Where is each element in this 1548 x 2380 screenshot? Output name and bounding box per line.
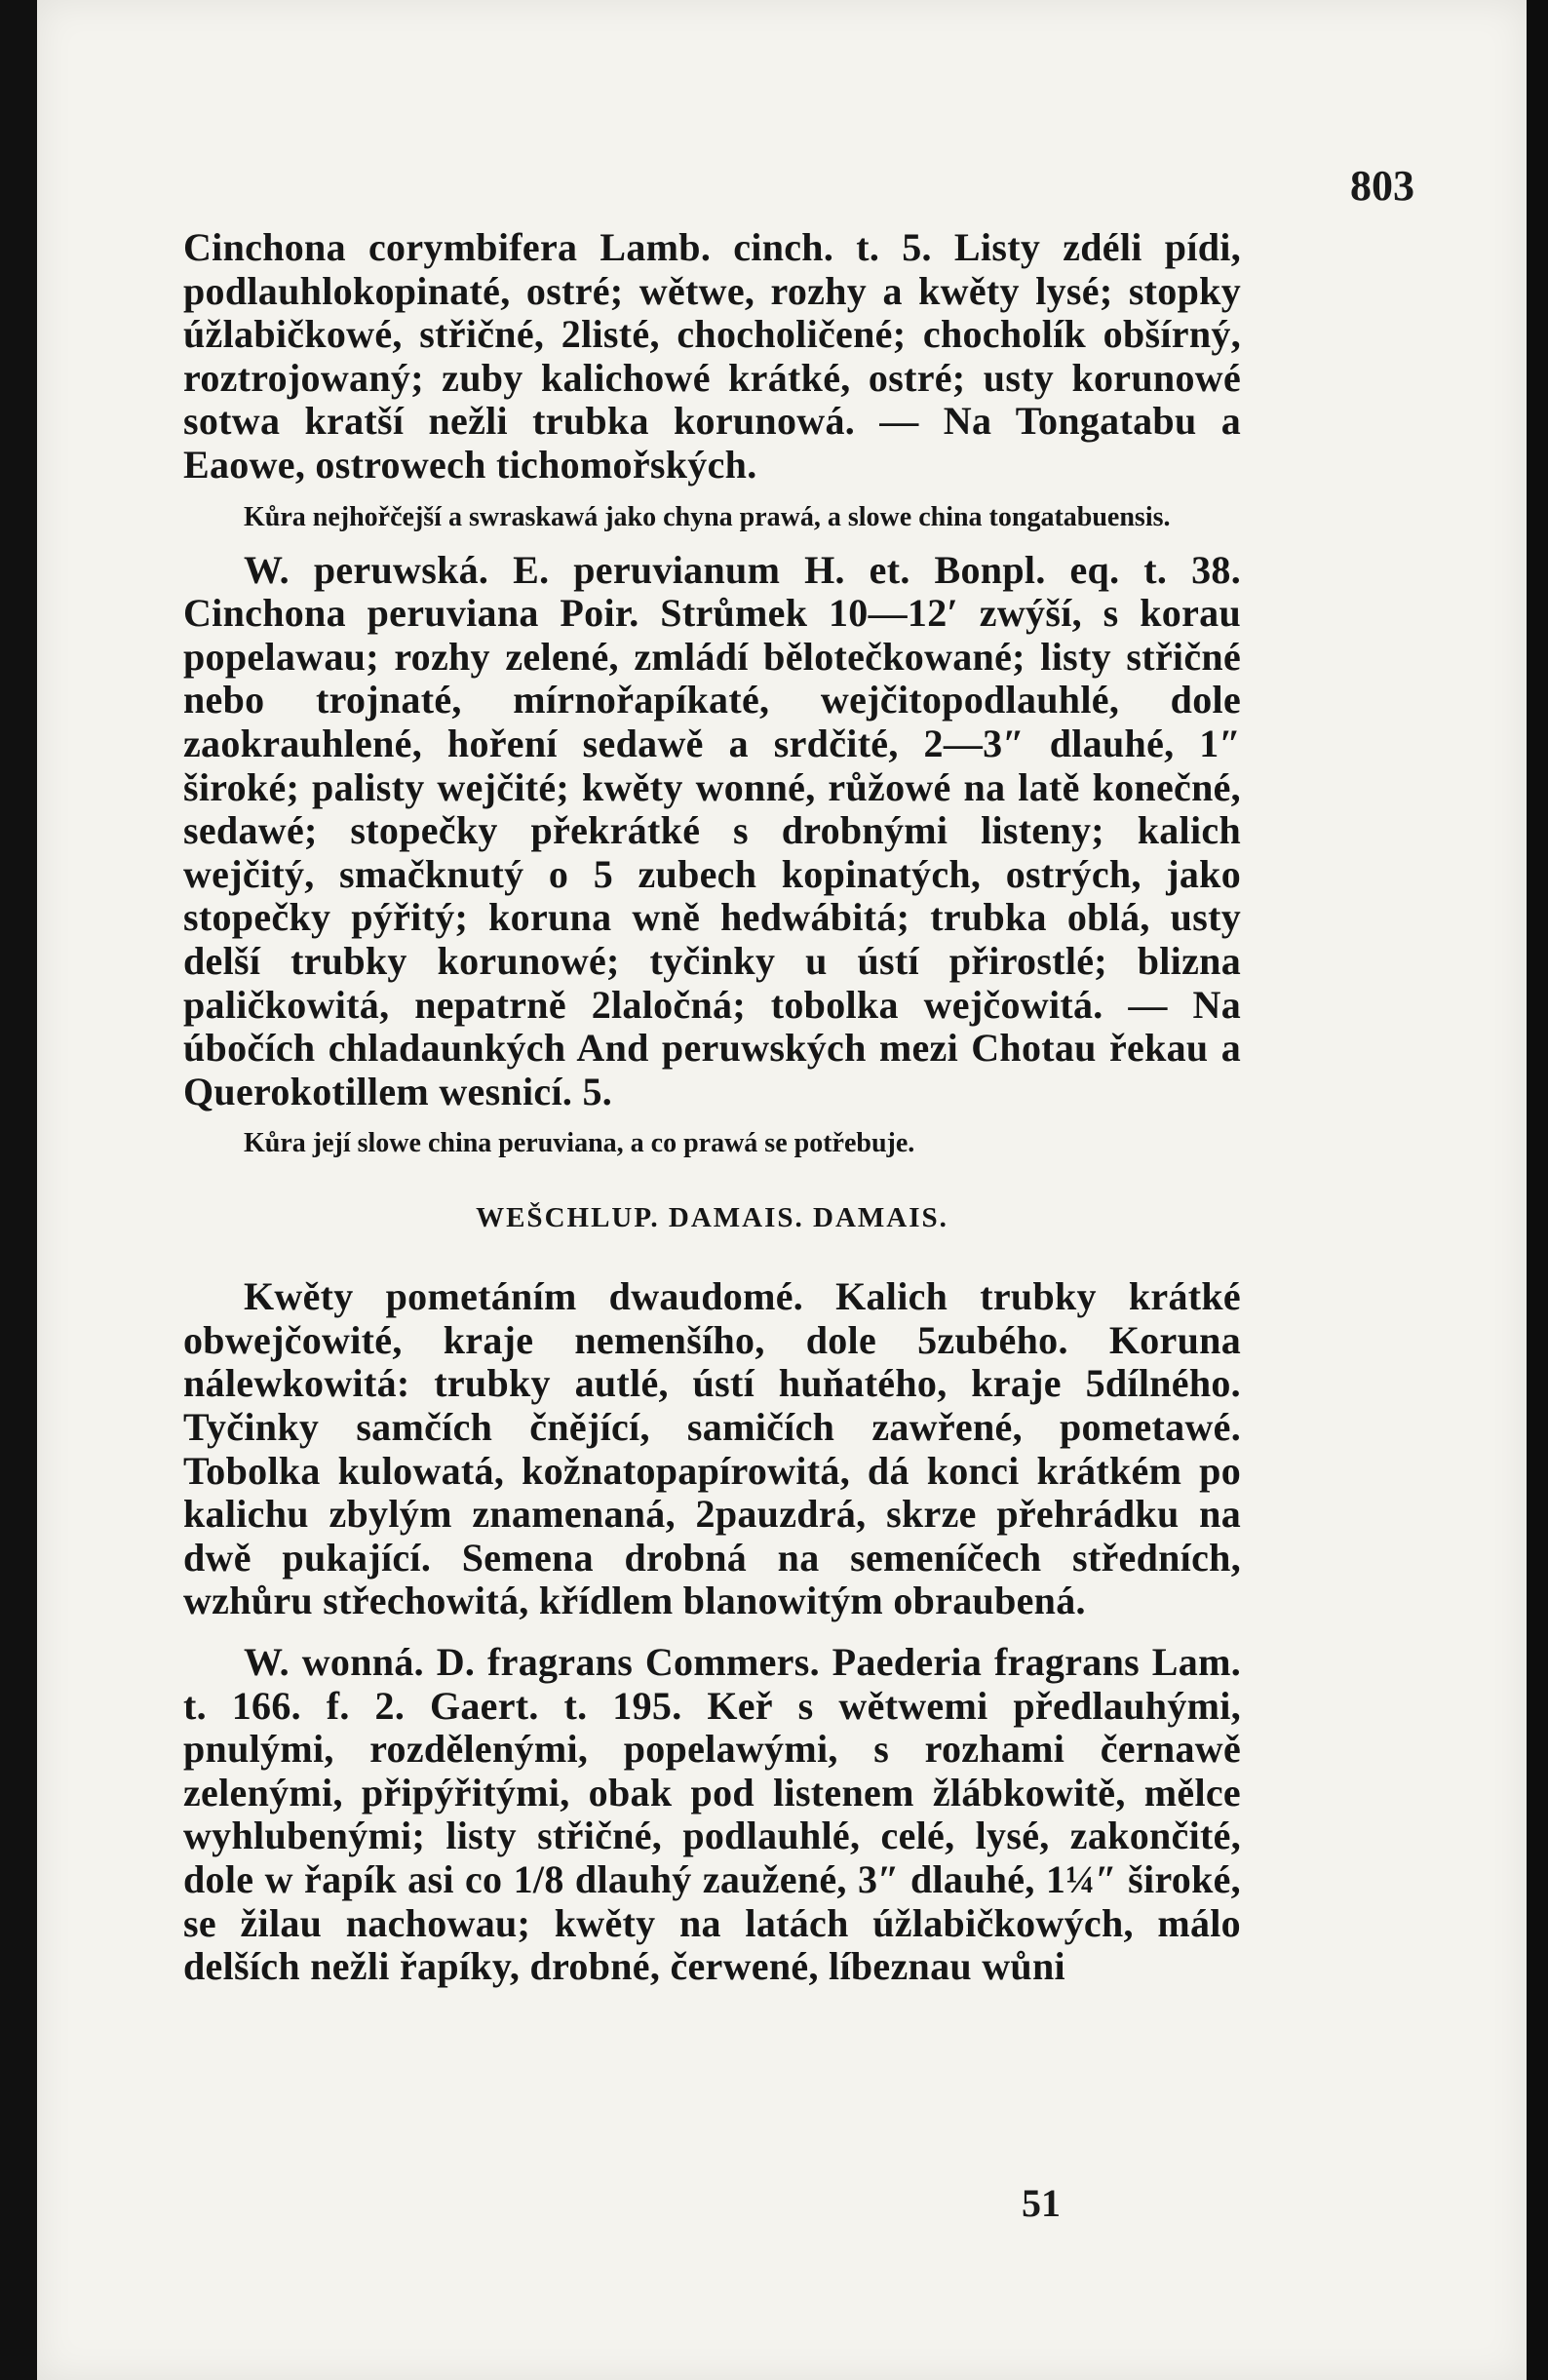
text-block: [183, 226, 1241, 1989]
page-number: 803: [1350, 162, 1414, 210]
signature-mark: 51: [1022, 2181, 1061, 2225]
genus-heading: WEŠCHLUP. DAMAIS. DAMAIS.: [476, 1202, 948, 1234]
note-china-peruviana: Kůra její slowe china peruviana, a co prawá se potřebuje.: [244, 1128, 915, 1159]
paragraph-peruvianum: W. peruwská. E. peruvianum H. et. Bonpl. eq. t. 38. Cinchona peruviana Poir. Strůmek 10—12′ zwýší, s korau popelawau; rozhy zelené, zmládí bělotečkowané; listy střičné nebo trojnaté, mírnořapíkaté, wejčitopodlauhlé, dole zaokrauhlené, hoření sedawě a srdčité, 2—3″ dlauhé, 1″ široké; palisty wejčité; kwěty wonné, růžowé na latě konečné, sedawé; stopečky překrátké s drobnými listeny; kalich wejčitý, smačknutý o 5 zubech kopinatých, ostrých, jako stopečky pýřitý; koruna wně hedwábitá; trubka oblá, usty delší trubky korunowé; tyčinky u ústí přirostlé; blizna paličkowitá, nepatrně 2laločná; tobolka wejčowitá. — Na úbočích chladaunkých And peruwských mezi Chotau řekau a Querokotillem wesnicí. 5.: [183, 547, 1241, 1113]
book-page: [37, 0, 1527, 2380]
scan-left-edge: [0, 0, 37, 2380]
paragraph-genus-description: Kwěty pometáním dwaudomé. Kalich trubky krátké obwejčowité, kraje nemenšího, dole 5zubého. Koruna nálewkowitá: trubky autlé, ústí huňatého, kraje 5dílného. Tyčinky samčích čnějící, samičích zawřené, pometawé. Tobolka kulowatá, kožnatopapírowitá, dá konci krátkém po kalichu zbylým znamenaná, 2pauzdrá, skrze přehrádku na dwě pukající. Semena drobná na semeníčech středních, wzhůru střechowitá, křídlem blanowitým obraubená.: [183, 1274, 1241, 1623]
note-china-tongatabuensis: Kůra nejhořčejší a swraskawá jako chyna prawá, a slowe china tongatabuensis.: [244, 501, 1171, 532]
paragraph-danais-fragrans: W. wonná. D. fragrans Commers. Paederia fragrans Lam. t. 166. f. 2. Gaert. t. 195. Keř s wětwemi předlauhými, pnulými, rozdělenými, popelawými, s rozhami černawě zelenými, připýřitými, obak pod listenem žlábkowitě, mělce wyhlubenými; listy střičné, podlauhlé, celé, lysé, zakončité, dole w řapík asi co 1/8 dlauhý zaužené, 3″ dlauhé, 1¼″ široké, se žilau nachowau; kwěty na latách úžlabičkowých, málo delších nežli řapíky, drobné, čerwené, líbeznau wůni: [183, 1640, 1241, 1989]
paragraph-cinchona-corymbifera: Cinchona corymbifera Lamb. cinch. t. 5. Listy zdéli pídi, podlauhlokopinaté, ostré; wětwe, rozhy a kwěty lysé; stopky úžlabičkowé, střičné, 2listé, chocholičené; chocholík obšírný, roztrojowaný; zuby kalichowé krátké, ostré; usty korunowé sotwa kratší nežli trubka korunowá. — Na Tongatabu a Eaowe, ostrowech tichomořských.: [183, 225, 1241, 487]
